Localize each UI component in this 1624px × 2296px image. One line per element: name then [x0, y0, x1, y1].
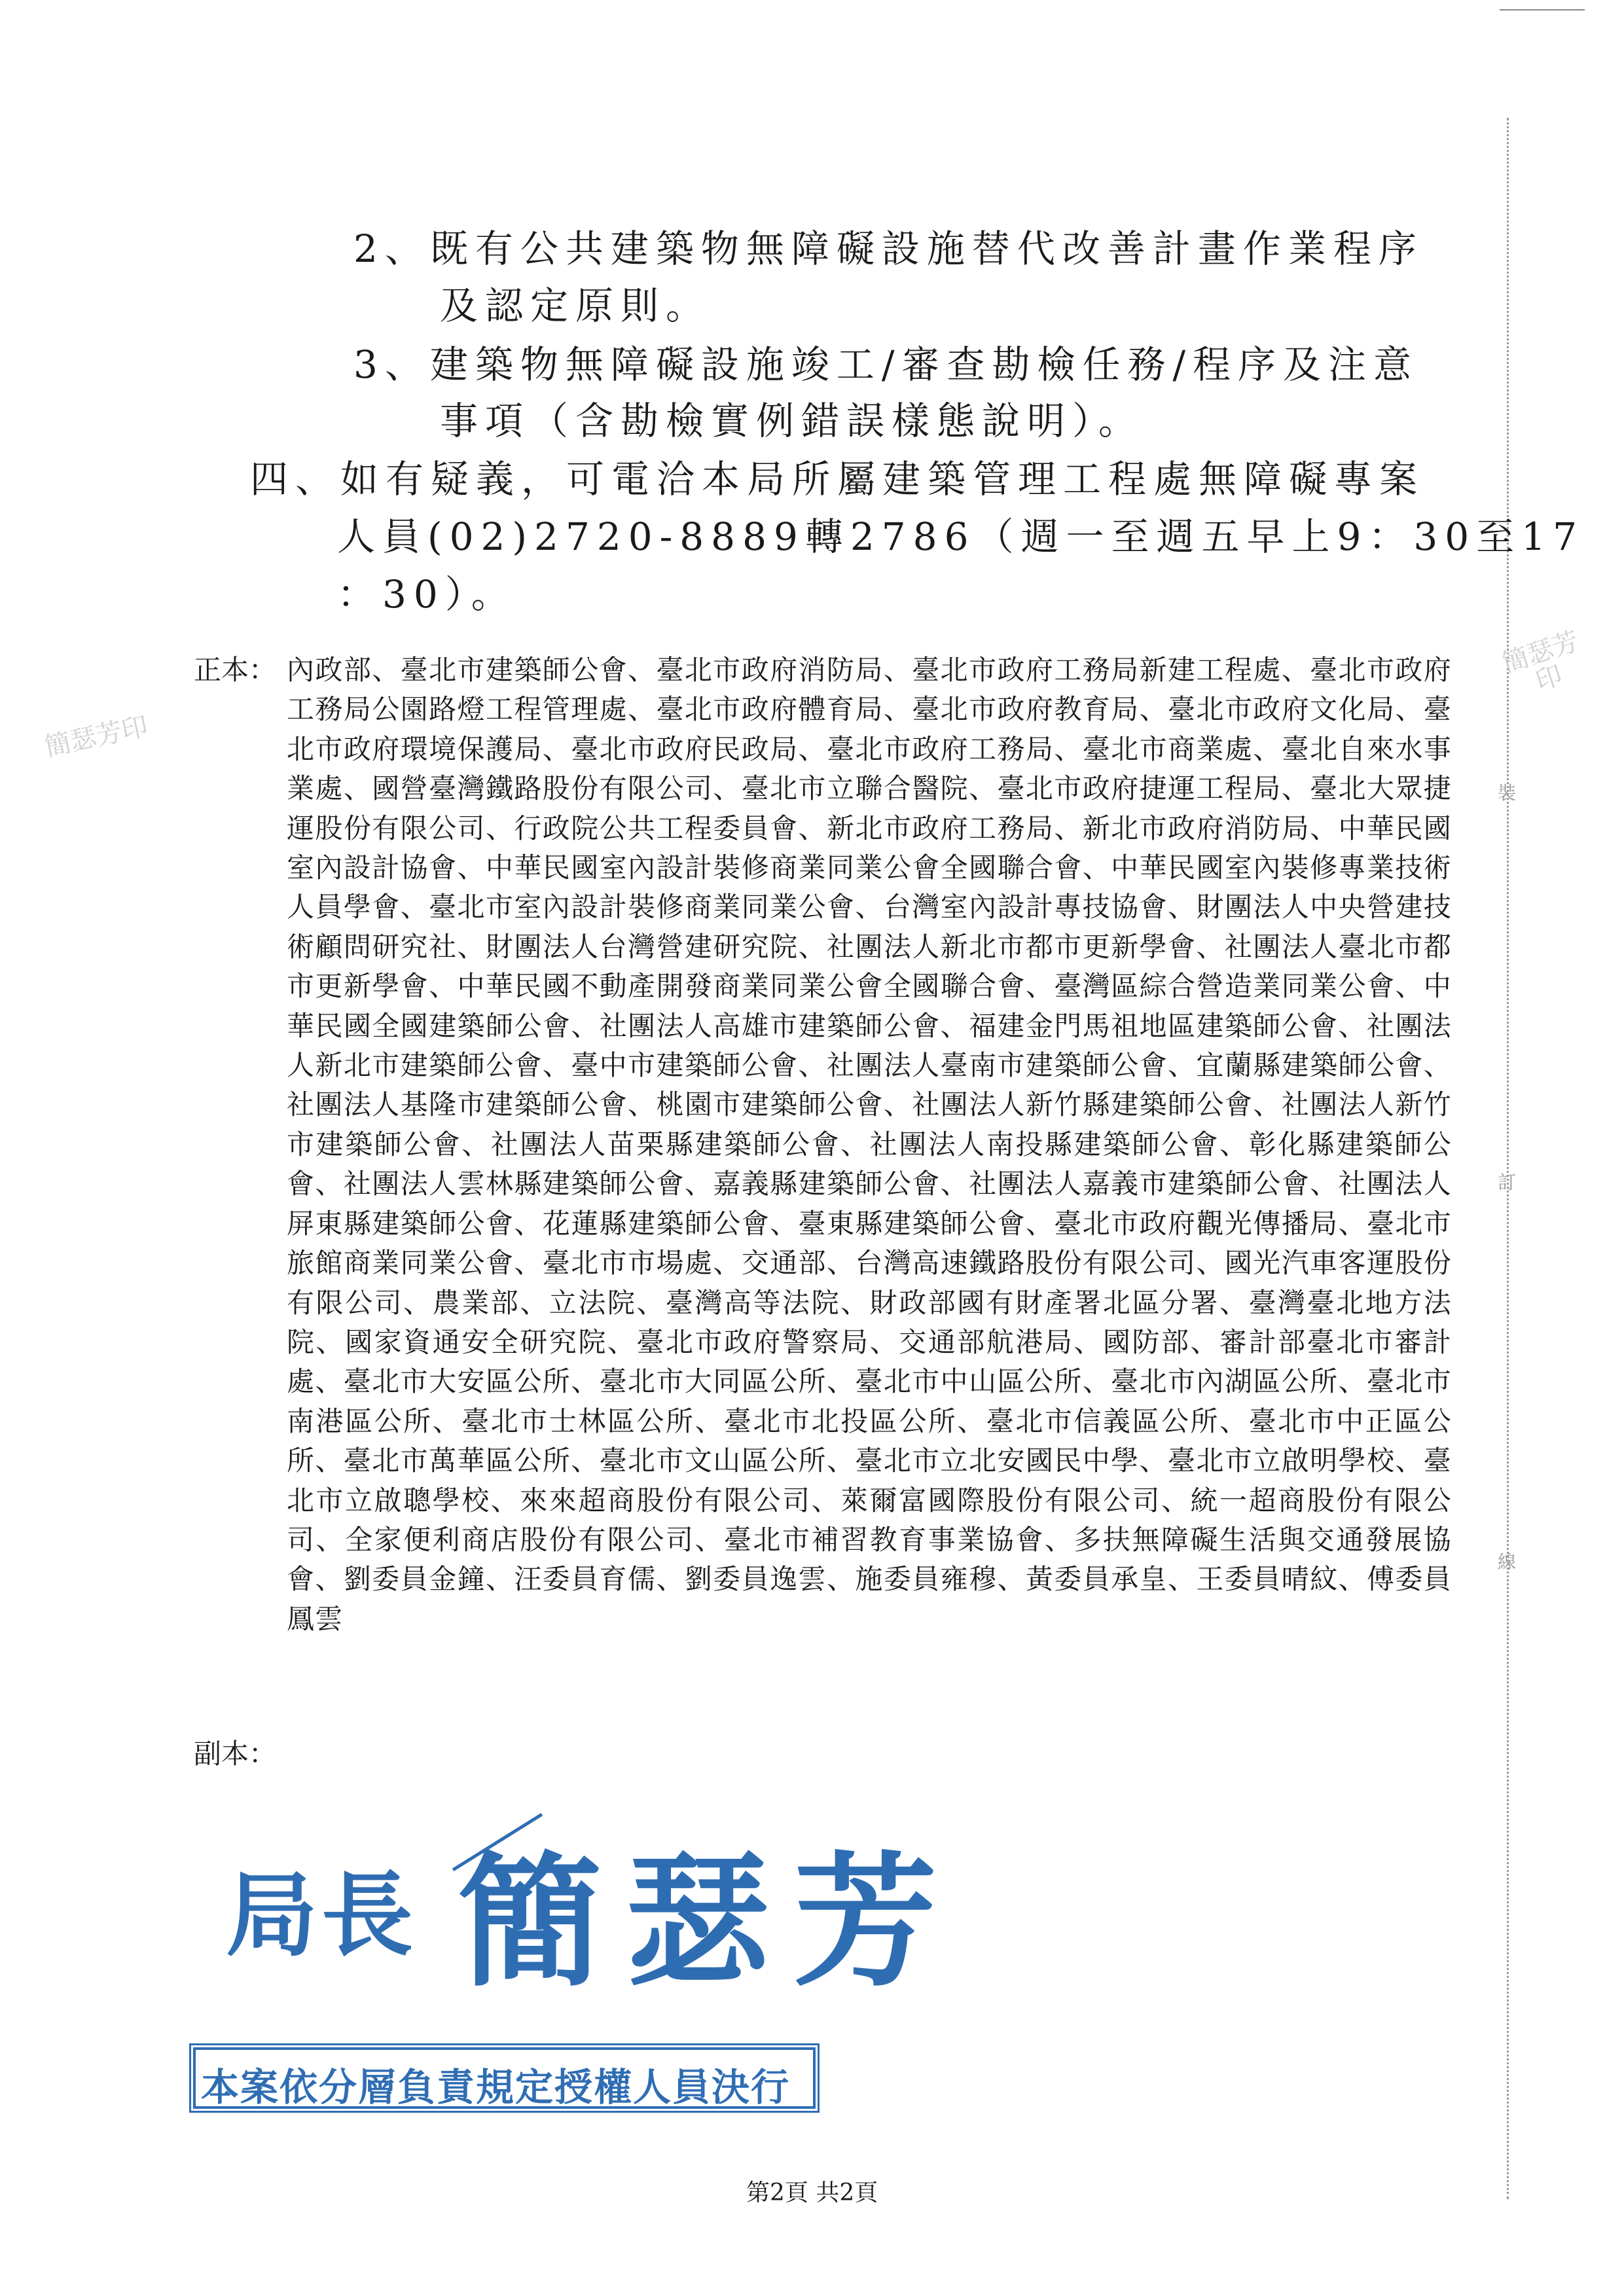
- authorization-stamp: [193, 2047, 816, 2109]
- binding-mark-xian: 線: [1498, 1551, 1517, 1573]
- page-number: 第2頁 共2頁: [746, 2179, 878, 2206]
- binding-mark-zhuang: 裝: [1498, 782, 1517, 804]
- binding-mark-ding: 訂: [1498, 1172, 1517, 1193]
- main-recipients-label: 正本：: [194, 654, 277, 686]
- item-4-line-2: 人員(02)2720-8889轉2786（週一至週五早上9：30至17: [337, 514, 1584, 559]
- item-3-line-1: 3、建築物無障礙設施竣工/審查勘檢任務/程序及注意: [353, 342, 1418, 387]
- authorization-text: 本案依分層負責規定授權人員決行: [201, 2065, 791, 2109]
- item-2-line-2: 及認定原則。: [440, 283, 712, 328]
- item-4-line-1: 四、如有疑義，可電洽本局所屬建築管理工程處無障礙專案: [250, 457, 1425, 501]
- scan-edge: [1500, 0, 1585, 10]
- item-4-line-3: ：30）。: [337, 572, 516, 617]
- binding-line: [1507, 118, 1509, 2199]
- item-3-line-2: 事項（含勘檢實例錯誤樣態說明）。: [440, 399, 1144, 443]
- signature-title: 局長: [226, 1862, 418, 1969]
- main-recipients-text: 內政部、臺北市建築師公會、臺北市政府消防局、臺北市政府工務局新建工程處、臺北市政府工務局公園路燈工程管理處、臺北市政府體育局、臺北市政府教育局、臺北市政府文化局、臺北市政府環境保護局、臺北市政府民政局、臺北市政府工務局、臺北市商業處、臺北自來水事業處、國營臺灣鐵路股份有限公司、臺北市立聯合醫院、臺北市政府捷運工程局、臺北大眾捷運股份有限公司、行政院公共工程委員會、新北市政府工務局、新北市政府消防局、中華民國室內設計協會、中華民國室內設計裝修商業同業公會全國聯合會、中華民國室內裝修專業技術人員學會、臺北市室內設計裝修商業同業公會、台灣室內設計專技協會、財團法人中央營建技術顧問研究社、財團法人台灣營建研究院、社團法人新北市都市更新學會、社團法人臺北市都市更新學會、中華民國不動產開發商業同業公會全國聯合會、臺灣區綜合營造業同業公會、中華民國全國建築師公會、社團法人高雄市建築師公會、福建金門馬祖地區建築師公會、社團法人新北市建築師公會、臺中市建築師公會、社團法人臺南市建築師公會、宜蘭縣建築師公會、社團法人基隆市建築師公會、桃園市建築師公會、社團法人新竹縣建築師公會、社團法人新竹市建築師公會、社團法人苗栗縣建築師公會、社團法人南投縣建築師公會、彰化縣建築師公會、社團法人雲林縣建築師公會、嘉義縣建築師公會、社團法人嘉義市建築師公會、社團法人屏東縣建築師公會、花蓮縣建築師公會、臺東縣建築師公會、臺北市政府觀光傳播局、臺北市旅館商業同業公會、臺北市市場處、交通部、台灣高速鐵路股份有限公司、國光汽車客運股份有限公司、農業部、立法院、臺灣高等法院、財政部國有財產署北區分署、臺灣臺北地方法院、國家資通安全研究院、臺北市政府警察局、交通部航港局、國防部、審計部臺北市審計處、臺北市大安區公所、臺北市大同區公所、臺北市中山區公所、臺北市內湖區公所、臺北市南港區公所、臺北市士林區公所、臺北市北投區公所、臺北市信義區公所、臺北市中正區公所、臺北市萬華區公所、臺北市文山區公所、臺北市立北安國民中學、臺北市立啟明學校、臺北市立啟聰學校、來來超商股份有限公司、萊爾富國際股份有限公司、統一超商股份有限公司、全家便利商店股份有限公司、臺北市補習教育事業協會、多扶無障礙生活與交通發展協會、劉委員金鐘、汪委員育儒、劉委員逸雲、施委員雍穆、黃委員承皇、王委員晴紋、傅委員鳳雲: [287, 654, 1452, 1635]
- signature-name: 簡瑟芳: [458, 1837, 962, 2006]
- faint-seal-right: 簡瑟芳印: [1498, 626, 1583, 698]
- item-2-line-1: 2、既有公共建築物無障礙設施替代改善計畫作業程序: [353, 226, 1424, 271]
- copy-recipients-label: 副本：: [194, 1738, 277, 1770]
- faint-seal-left: 簡瑟芳印: [41, 711, 151, 763]
